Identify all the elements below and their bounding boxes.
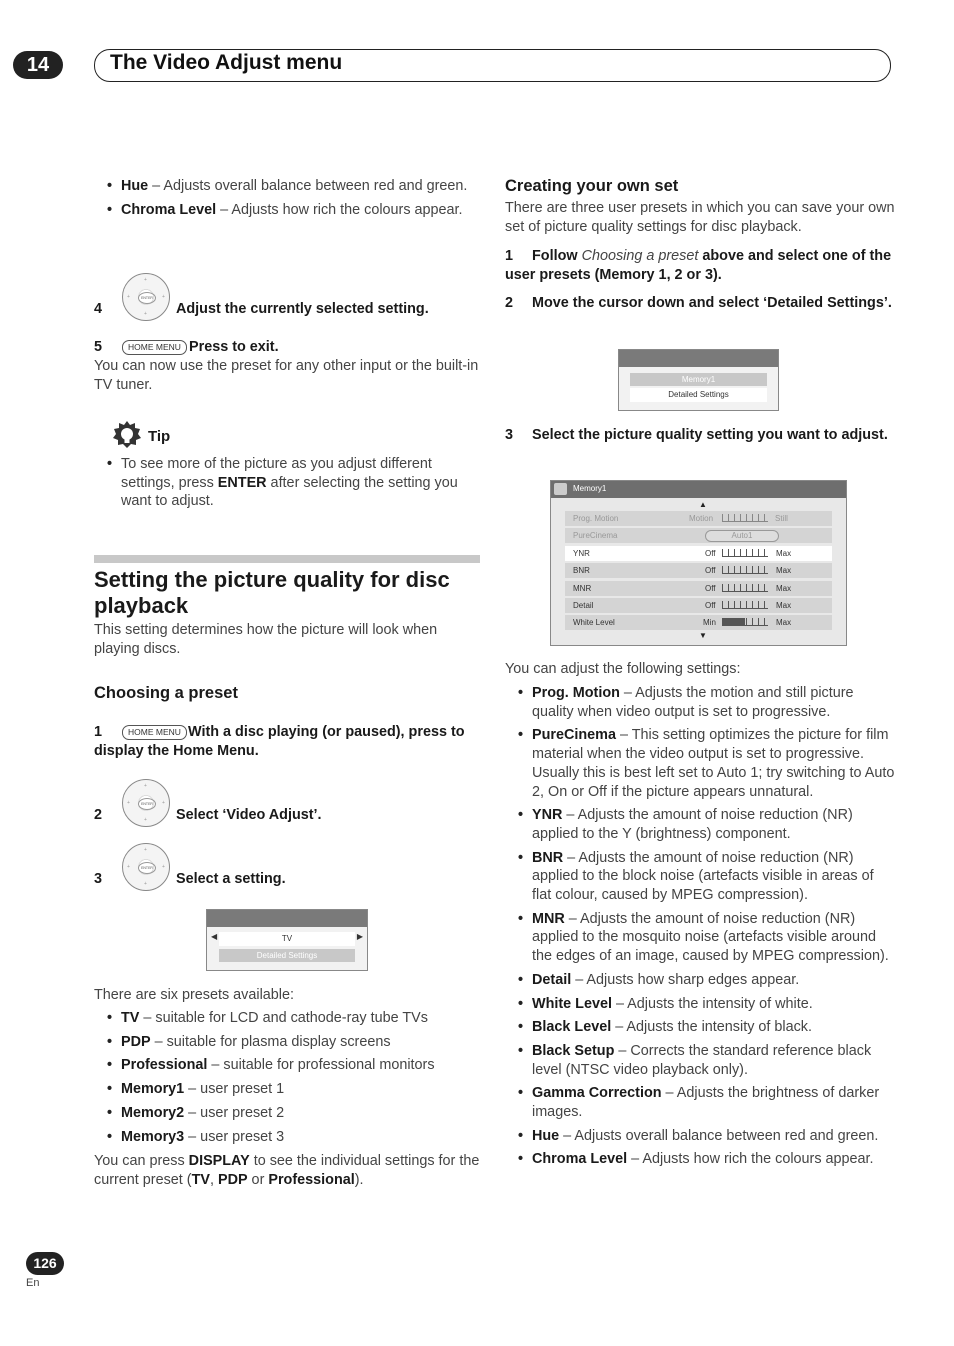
section-divider <box>94 555 480 563</box>
enter-dial-icon: + + + + ENTER <box>122 779 170 827</box>
step-number: 2 <box>505 295 514 311</box>
step-number: 2 <box>94 807 103 823</box>
list-item: • Black Level – Adjusts the intensity of black. <box>505 1018 895 1037</box>
list-item: • Hue – Adjusts overall balance between red and green. <box>94 177 480 196</box>
step-number: 1 <box>505 248 514 264</box>
step-number: 5 <box>94 339 103 355</box>
osd-preset-screen <box>206 909 368 971</box>
chevron-right-icon: ▶ <box>356 932 363 941</box>
list-item: • Chroma Level – Adjusts how rich the colours appear. <box>505 1150 895 1169</box>
disc-icon <box>554 483 567 495</box>
list-item: • TV – suitable for LCD and cathode-ray tube TVs <box>94 1009 480 1028</box>
enter-dial-icon: + + + + ENTER <box>122 273 170 321</box>
step-text: Select the picture quality setting you want to adjust. <box>532 427 888 443</box>
osd-preset-value: TV <box>219 932 355 946</box>
list-item: • White Level – Adjusts the intensity of white. <box>505 995 895 1014</box>
list-item: • PDP – suitable for plasma display screens <box>94 1033 480 1052</box>
step-text: Move the cursor down and select ‘Detailed Settings’. <box>532 295 892 311</box>
home-menu-button-icon: HOME MENU <box>122 725 187 740</box>
section-intro: This setting determines how the picture will look when playing discs. <box>94 622 438 657</box>
chapter-title: The Video Adjust menu <box>110 51 343 74</box>
list-item: • Memory1 – user preset 1 <box>94 1080 480 1099</box>
presets-intro: There are six presets available: <box>94 987 294 1003</box>
osd-detailed-settings-screen <box>550 480 847 646</box>
list-item: • YNR – Adjusts the amount of noise reduction (NR) applied to the Y (brightness) component. <box>505 806 895 843</box>
list-item: • Detail – Adjusts how sharp edges appear. <box>505 971 895 990</box>
osd-header <box>207 910 367 927</box>
step-text: Press to exit. <box>189 339 279 355</box>
list-item: • MNR – Adjusts the amount of noise reduction (NR) applied to the mosquito noise (artefacts visible around the edges of an image, caused by MPEG compression). <box>505 910 895 966</box>
osd-detailed-settings: Detailed Settings <box>630 388 767 402</box>
osd-row-bnr: BNR Off Max <box>565 563 832 578</box>
step-number: 3 <box>505 427 514 443</box>
step-text: Adjust the currently selected setting. <box>176 301 429 317</box>
osd-memory-screen <box>618 349 779 411</box>
osd-row-white-level: White Level Min Max <box>565 615 832 630</box>
display-note: You can press DISPLAY to see the individual settings for the current preset (TV, PDP or Professional). <box>94 1153 480 1188</box>
osd-header <box>551 481 846 498</box>
osd-title: Memory1 <box>573 484 607 493</box>
osd-row-mnr: MNR Off Max <box>565 581 832 596</box>
osd-header <box>619 350 778 367</box>
enter-dial-icon: + + + + ENTER <box>122 843 170 891</box>
list-item: • BNR – Adjusts the amount of noise reduction (NR) applied to the block noise (artefacts visible in areas of flat colour, caused by MPEG compression). <box>505 849 895 905</box>
left-top-bullets <box>94 177 480 224</box>
osd-row-ynr: YNR Off Max <box>565 546 832 561</box>
page-number: 126 <box>26 1252 64 1275</box>
creating-intro: There are three user presets in which you can save your own set of picture quality settings for disc playback. <box>505 200 895 235</box>
list-item: • Black Setup – Corrects the standard reference black level (NTSC video playback only). <box>505 1042 895 1079</box>
list-item: • Memory2 – user preset 2 <box>94 1104 480 1123</box>
step-text: Follow Choosing a preset above and select one of the user presets (Memory 1, 2 or 3). <box>505 248 892 283</box>
presets-list <box>94 1009 480 1151</box>
arrow-down-icon: ▼ <box>699 631 707 640</box>
step-text: Select ‘Video Adjust’. <box>176 807 322 823</box>
home-menu-button-icon: HOME MENU <box>122 340 187 355</box>
step-text: With a disc playing (or paused), press to display the Home Menu. <box>94 724 465 759</box>
list-item: • Professional – suitable for professional monitors <box>94 1056 480 1075</box>
list-item: • PureCinema – This setting optimizes the picture for film material when the video output is set to progressive. Usually this is best left set to Auto 1; try switching to Auto 2, On or Off if the picture appears unnatural. <box>505 726 895 801</box>
language-code: En <box>26 1277 40 1289</box>
step-number: 1 <box>94 724 103 740</box>
chevron-left-icon: ◀ <box>211 932 218 941</box>
creating-set-heading: Creating your own set <box>505 177 679 195</box>
chapter-title-bar <box>94 49 891 82</box>
osd-detailed-settings: Detailed Settings <box>219 949 355 962</box>
step-note: You can now use the preset for any other input or the built-in TV tuner. <box>94 358 479 393</box>
osd-row-prog-motion: Prog. Motion Motion Still <box>565 511 832 526</box>
list-item: • To see more of the picture as you adjust different settings, press ENTER after selecting the setting you want to adjust. <box>94 455 480 511</box>
list-item: • Memory3 – user preset 3 <box>94 1128 480 1147</box>
list-item: • Gamma Correction – Adjusts the brightness of darker images. <box>505 1084 895 1121</box>
settings-list <box>505 684 895 1174</box>
tip-lightbulb-icon <box>112 420 142 450</box>
osd-preset-value: Memory1 <box>630 373 767 386</box>
chapter-badge: 14 <box>13 51 63 79</box>
osd-row-detail: Detail Off Max <box>565 598 832 613</box>
choosing-preset-heading: Choosing a preset <box>94 684 238 702</box>
step-number: 3 <box>94 871 103 887</box>
step-number: 4 <box>94 301 103 317</box>
osd-row-purecinema: PureCinema Auto1 <box>565 528 832 543</box>
tip-title: Tip <box>148 428 171 445</box>
list-item: • Hue – Adjusts overall balance between red and green. <box>505 1127 895 1146</box>
section-title: Setting the picture quality for disc playback <box>94 567 450 618</box>
step-text: Select a setting. <box>176 871 286 887</box>
adjust-intro: You can adjust the following settings: <box>505 661 741 677</box>
list-item: • Chroma Level – Adjusts how rich the colours appear. <box>94 201 480 220</box>
list-item: • Prog. Motion – Adjusts the motion and still picture quality when video output is set to progressive. <box>505 684 895 721</box>
arrow-up-icon: ▲ <box>699 500 707 509</box>
tip-body <box>94 455 480 516</box>
